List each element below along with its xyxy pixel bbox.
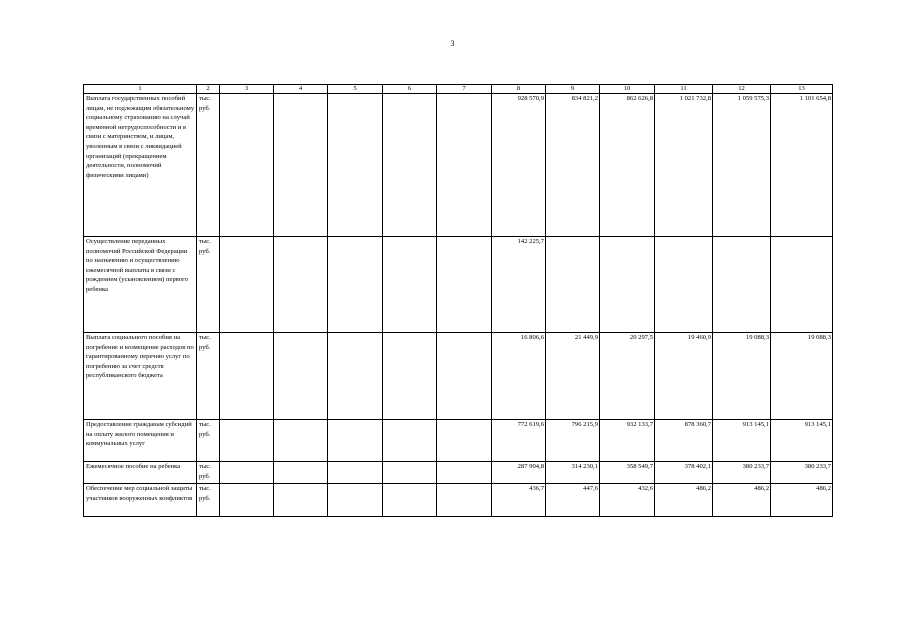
value-cell: 1 101 654,8	[771, 94, 833, 237]
value-cell	[383, 333, 437, 420]
column-header: 8	[492, 85, 546, 94]
value-cell	[771, 237, 833, 333]
value-cell: 1 021 732,8	[655, 94, 713, 237]
unit-cell: тыс. руб.	[197, 462, 220, 484]
value-cell	[328, 462, 383, 484]
value-cell	[220, 420, 274, 462]
value-cell: 287 904,8	[492, 462, 546, 484]
column-header: 9	[546, 85, 600, 94]
indicator-name: Обеспечение мер социальной защиты участников вооруженных конфликтов	[84, 484, 197, 517]
indicator-name: Осуществление переданных полномочий Российской Федерации по назначению и осуществлению ежемесячной выплаты в связи с рождением (усыновлением) первого ребенка	[84, 237, 197, 333]
unit-cell: тыс. руб.	[197, 420, 220, 462]
value-cell	[274, 484, 328, 517]
column-header: 5	[328, 85, 383, 94]
value-cell: 928 570,9	[492, 94, 546, 237]
indicator-name: Выплата социального пособия на погребение и возмещение расходов по гарантированному перечню услуг по погребению за счет средств республиканского бюджета	[84, 333, 197, 420]
value-cell: 380 233,7	[713, 462, 771, 484]
value-cell	[437, 94, 492, 237]
column-header: 3	[220, 85, 274, 94]
value-cell: 796 215,9	[546, 420, 600, 462]
value-cell	[328, 94, 383, 237]
value-cell	[274, 237, 328, 333]
value-cell: 1 059 575,3	[713, 94, 771, 237]
column-header: 11	[655, 85, 713, 94]
value-cell: 447,6	[546, 484, 600, 517]
value-cell: 834 821,2	[546, 94, 600, 237]
unit-cell: тыс. руб.	[197, 333, 220, 420]
value-cell	[437, 420, 492, 462]
value-cell	[437, 484, 492, 517]
value-cell: 913 145,1	[713, 420, 771, 462]
value-cell: 19 088,3	[771, 333, 833, 420]
value-cell	[383, 462, 437, 484]
column-number-row	[84, 85, 833, 94]
value-cell	[274, 94, 328, 237]
value-cell: 486,2	[713, 484, 771, 517]
column-header: 10	[600, 85, 655, 94]
column-header: 13	[771, 85, 833, 94]
page-number: 3	[450, 39, 455, 48]
value-cell: 486,2	[771, 484, 833, 517]
value-cell	[437, 237, 492, 333]
value-cell	[600, 237, 655, 333]
indicator-name: Ежемесячное пособие на ребенка	[84, 462, 197, 484]
value-cell: 932 133,7	[600, 420, 655, 462]
value-cell	[437, 462, 492, 484]
unit-cell: тыс. руб.	[197, 237, 220, 333]
column-header: 2	[197, 85, 220, 94]
value-cell	[274, 333, 328, 420]
value-cell	[220, 237, 274, 333]
value-cell: 314 230,1	[546, 462, 600, 484]
value-cell	[328, 484, 383, 517]
value-cell: 486,2	[655, 484, 713, 517]
value-cell: 378 402,1	[655, 462, 713, 484]
value-cell: 862 626,8	[600, 94, 655, 237]
value-cell: 772 619,6	[492, 420, 546, 462]
value-cell: 436,7	[492, 484, 546, 517]
value-cell	[220, 462, 274, 484]
unit-cell: тыс. руб.	[197, 94, 220, 237]
value-cell	[220, 484, 274, 517]
value-cell: 20 297,5	[600, 333, 655, 420]
value-cell	[328, 237, 383, 333]
value-cell: 913 145,1	[771, 420, 833, 462]
table-row	[84, 462, 833, 484]
indicators-table	[83, 84, 833, 517]
value-cell: 19 460,9	[655, 333, 713, 420]
value-cell	[437, 333, 492, 420]
value-cell	[383, 94, 437, 237]
table-row	[84, 333, 833, 420]
column-header: 12	[713, 85, 771, 94]
table-row	[84, 484, 833, 517]
value-cell	[383, 484, 437, 517]
column-header: 1	[84, 85, 197, 94]
value-cell	[655, 237, 713, 333]
value-cell: 142 225,7	[492, 237, 546, 333]
value-cell	[328, 420, 383, 462]
value-cell	[383, 237, 437, 333]
column-header: 7	[437, 85, 492, 94]
value-cell	[274, 420, 328, 462]
table-row	[84, 237, 833, 333]
value-cell: 380 233,7	[771, 462, 833, 484]
column-header: 4	[274, 85, 328, 94]
value-cell: 358 549,7	[600, 462, 655, 484]
value-cell: 432,6	[600, 484, 655, 517]
value-cell: 16 806,6	[492, 333, 546, 420]
value-cell	[383, 420, 437, 462]
column-header: 6	[383, 85, 437, 94]
indicator-name: Выплата государственных пособий лицам, не подлежащим обязательному социальному страхованию на случай временной нетрудоспособности и в связи с материнством, и лицам, уволенным в связи с ликвидацией организаций (прекращением деятельности, полномочий физическими лицами)	[84, 94, 197, 237]
table-row	[84, 94, 833, 237]
value-cell	[713, 237, 771, 333]
value-cell	[546, 237, 600, 333]
indicator-name: Предоставление гражданам субсидий на оплату жилого помещения и коммунальных услуг	[84, 420, 197, 462]
unit-cell: тыс. руб.	[197, 484, 220, 517]
value-cell: 21 449,9	[546, 333, 600, 420]
table-row	[84, 420, 833, 462]
value-cell	[274, 462, 328, 484]
value-cell: 878 360,7	[655, 420, 713, 462]
value-cell	[328, 333, 383, 420]
value-cell: 19 088,3	[713, 333, 771, 420]
value-cell	[220, 333, 274, 420]
value-cell	[220, 94, 274, 237]
